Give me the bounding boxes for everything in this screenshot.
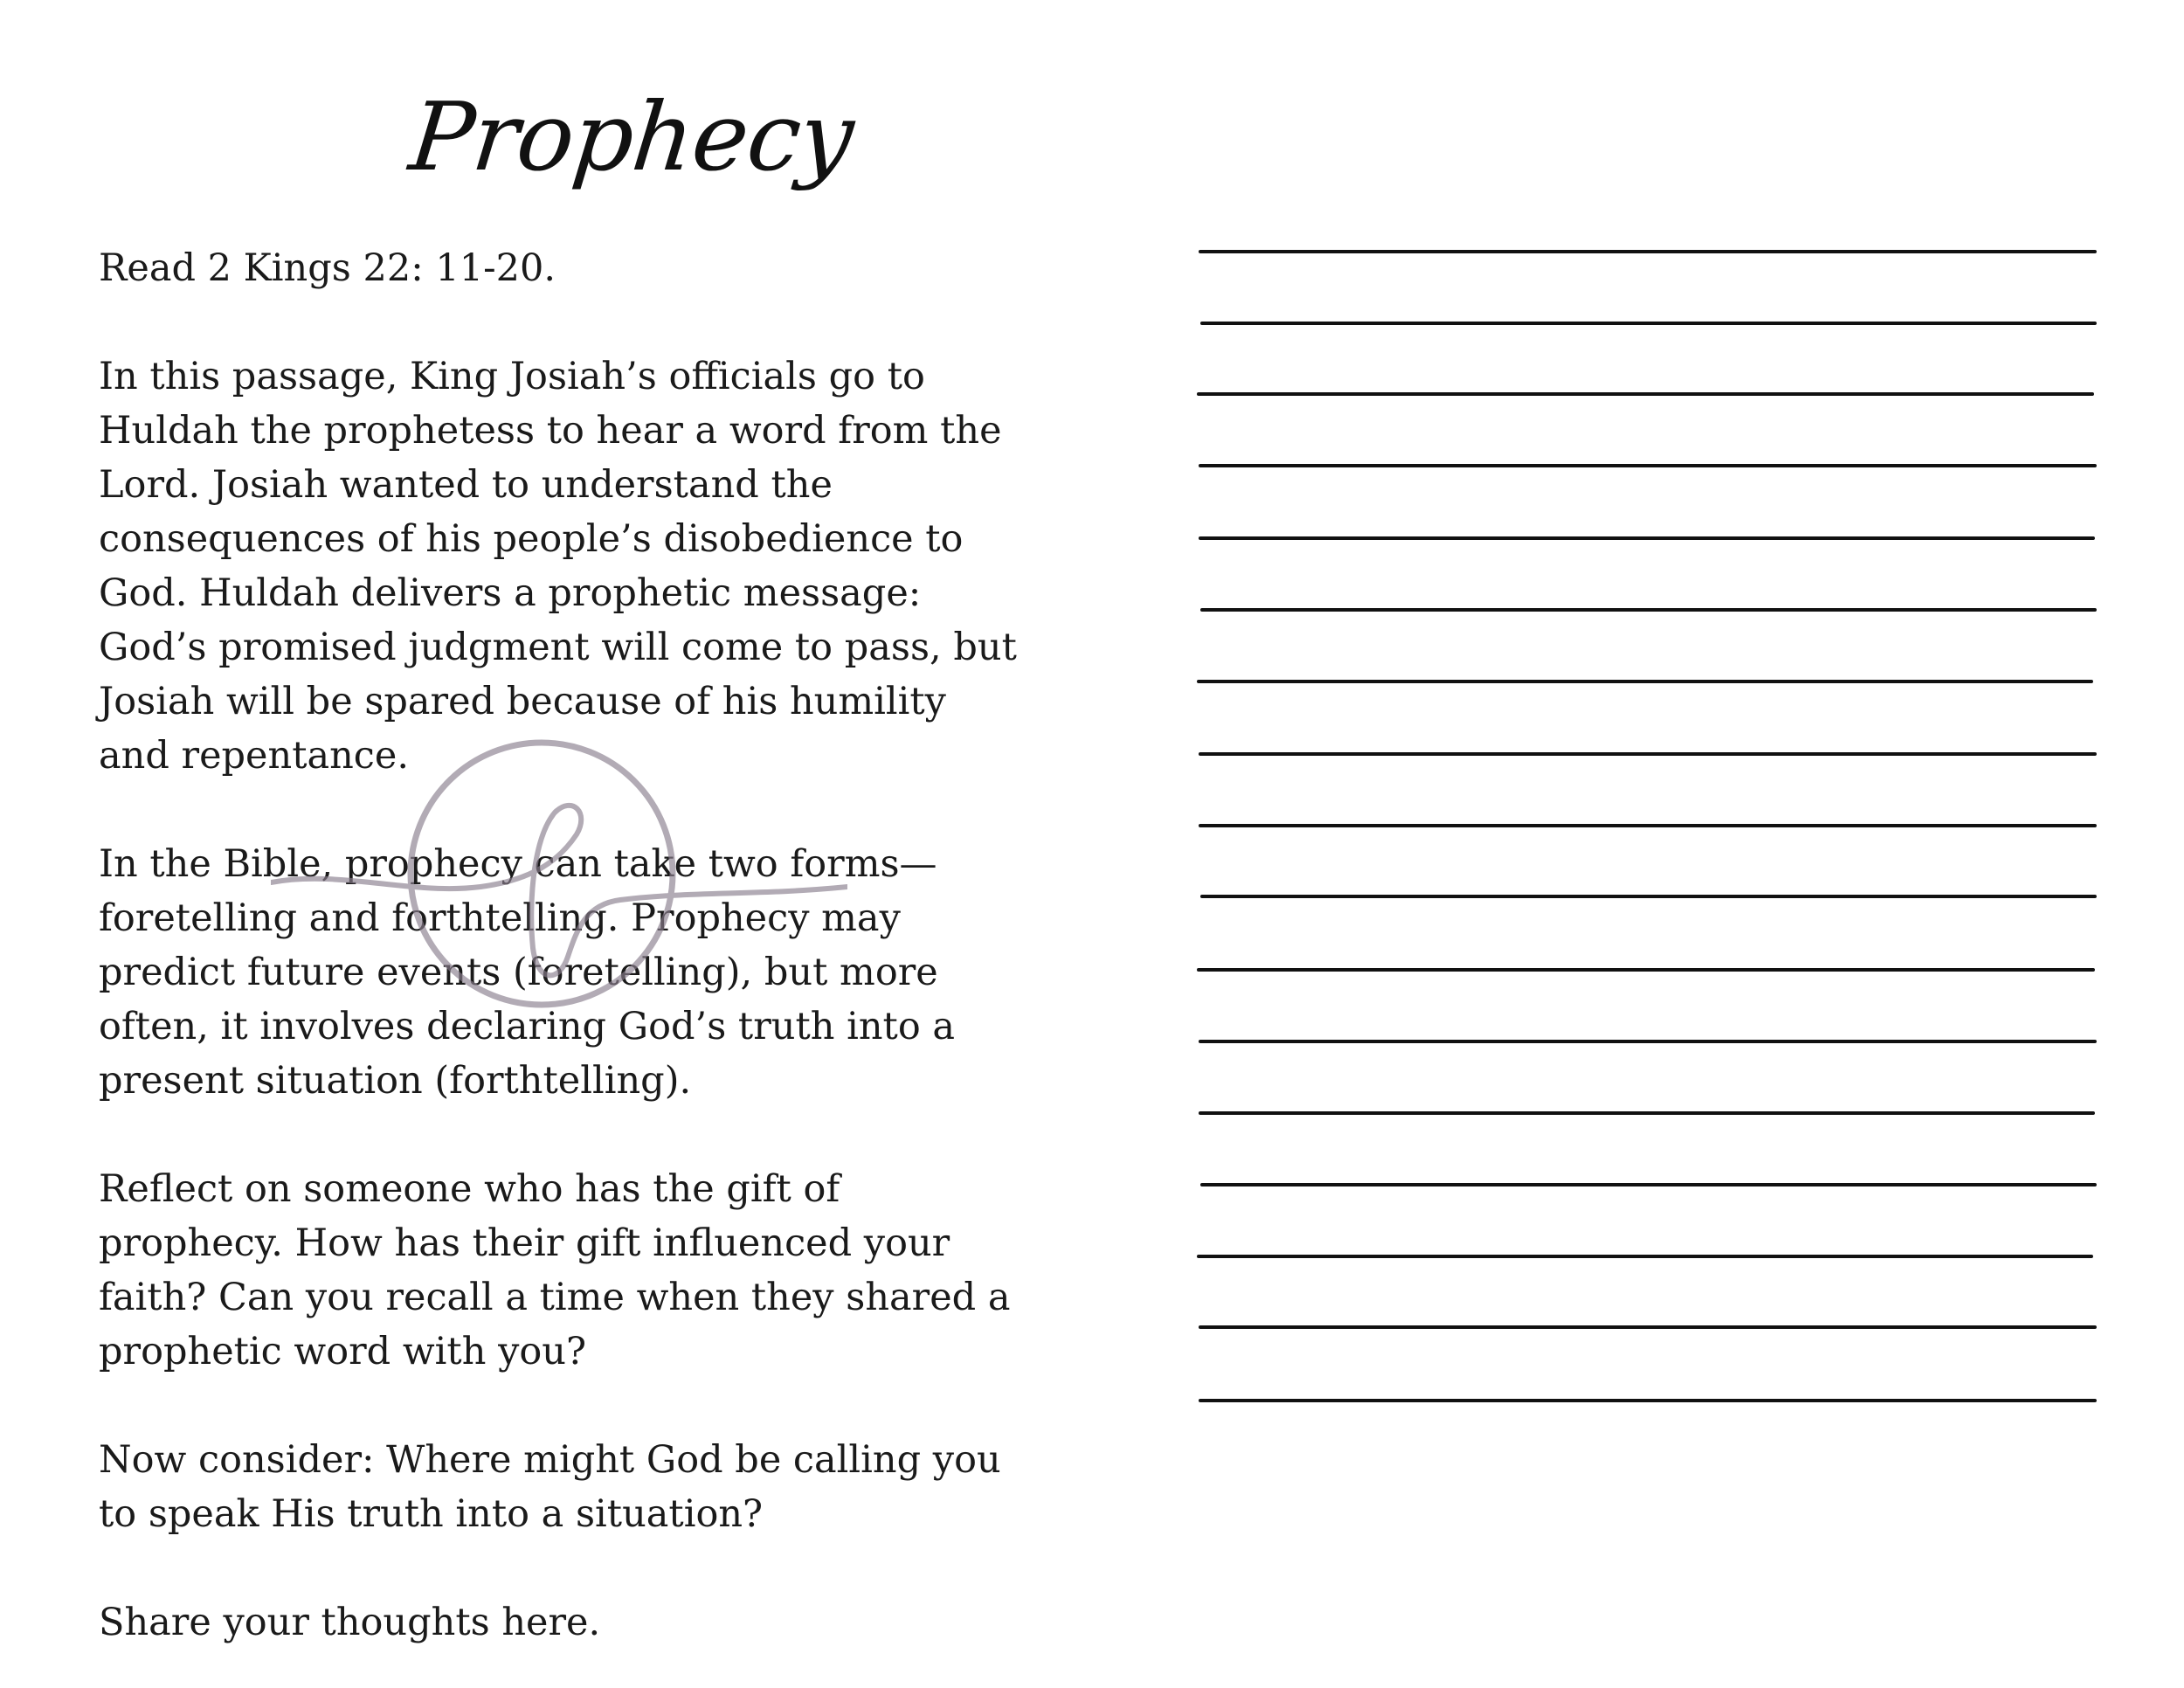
writing-line[interactable] xyxy=(1199,752,2097,756)
writing-line[interactable] xyxy=(1199,824,2097,827)
writing-line[interactable] xyxy=(1199,536,2095,540)
writing-lines[interactable] xyxy=(1197,0,2097,1688)
writing-line[interactable] xyxy=(1199,250,2097,253)
writing-line[interactable] xyxy=(1197,968,2095,972)
passage-summary: In this passage, King Josiah’s officials go to Huldah the prophetess to hear a word from the Lord. Josiah wanted to understand the consequences of his people’s disobedience to God. Huldah delivers a prophetic message: God’s promised judgment will come to pass, but Josiah will be spared because of his humility and repentance. xyxy=(99,355,1017,778)
share-prompt: Share your thoughts here. xyxy=(99,1601,601,1644)
writing-line[interactable] xyxy=(1199,1040,2097,1043)
page-title: Prophecy xyxy=(404,83,858,192)
scripture-reference: Read 2 Kings 22: 11-20. xyxy=(99,246,556,290)
writing-line[interactable] xyxy=(1197,680,2093,683)
writing-line[interactable] xyxy=(1200,1183,2097,1186)
writing-line[interactable] xyxy=(1199,1111,2095,1115)
writing-line[interactable] xyxy=(1197,392,2094,396)
prompt-text xyxy=(99,241,1025,1650)
writing-line[interactable] xyxy=(1199,464,2097,467)
writing-line[interactable] xyxy=(1197,1255,2093,1258)
prophecy-explanation: In the Bible, prophecy can take two forms—foretelling and forthtelling. Prophecy may predict future events (foretelling), but more often, it involves declaring God’s truth into a present situation (forthtelling). xyxy=(99,842,956,1103)
writing-line[interactable] xyxy=(1199,1399,2097,1402)
writing-line[interactable] xyxy=(1199,1325,2097,1329)
writing-line[interactable] xyxy=(1200,895,2097,898)
reflection-prompt: Reflect on someone who has the gift of prophecy. How has their gift influenced your faith? Can you recall a time when they shared a prophetic word with you? xyxy=(99,1167,1011,1373)
writing-line[interactable] xyxy=(1200,322,2097,325)
consider-prompt: Now consider: Where might God be calling you to speak His truth into a situation? xyxy=(99,1438,1001,1536)
writing-line[interactable] xyxy=(1200,608,2097,612)
